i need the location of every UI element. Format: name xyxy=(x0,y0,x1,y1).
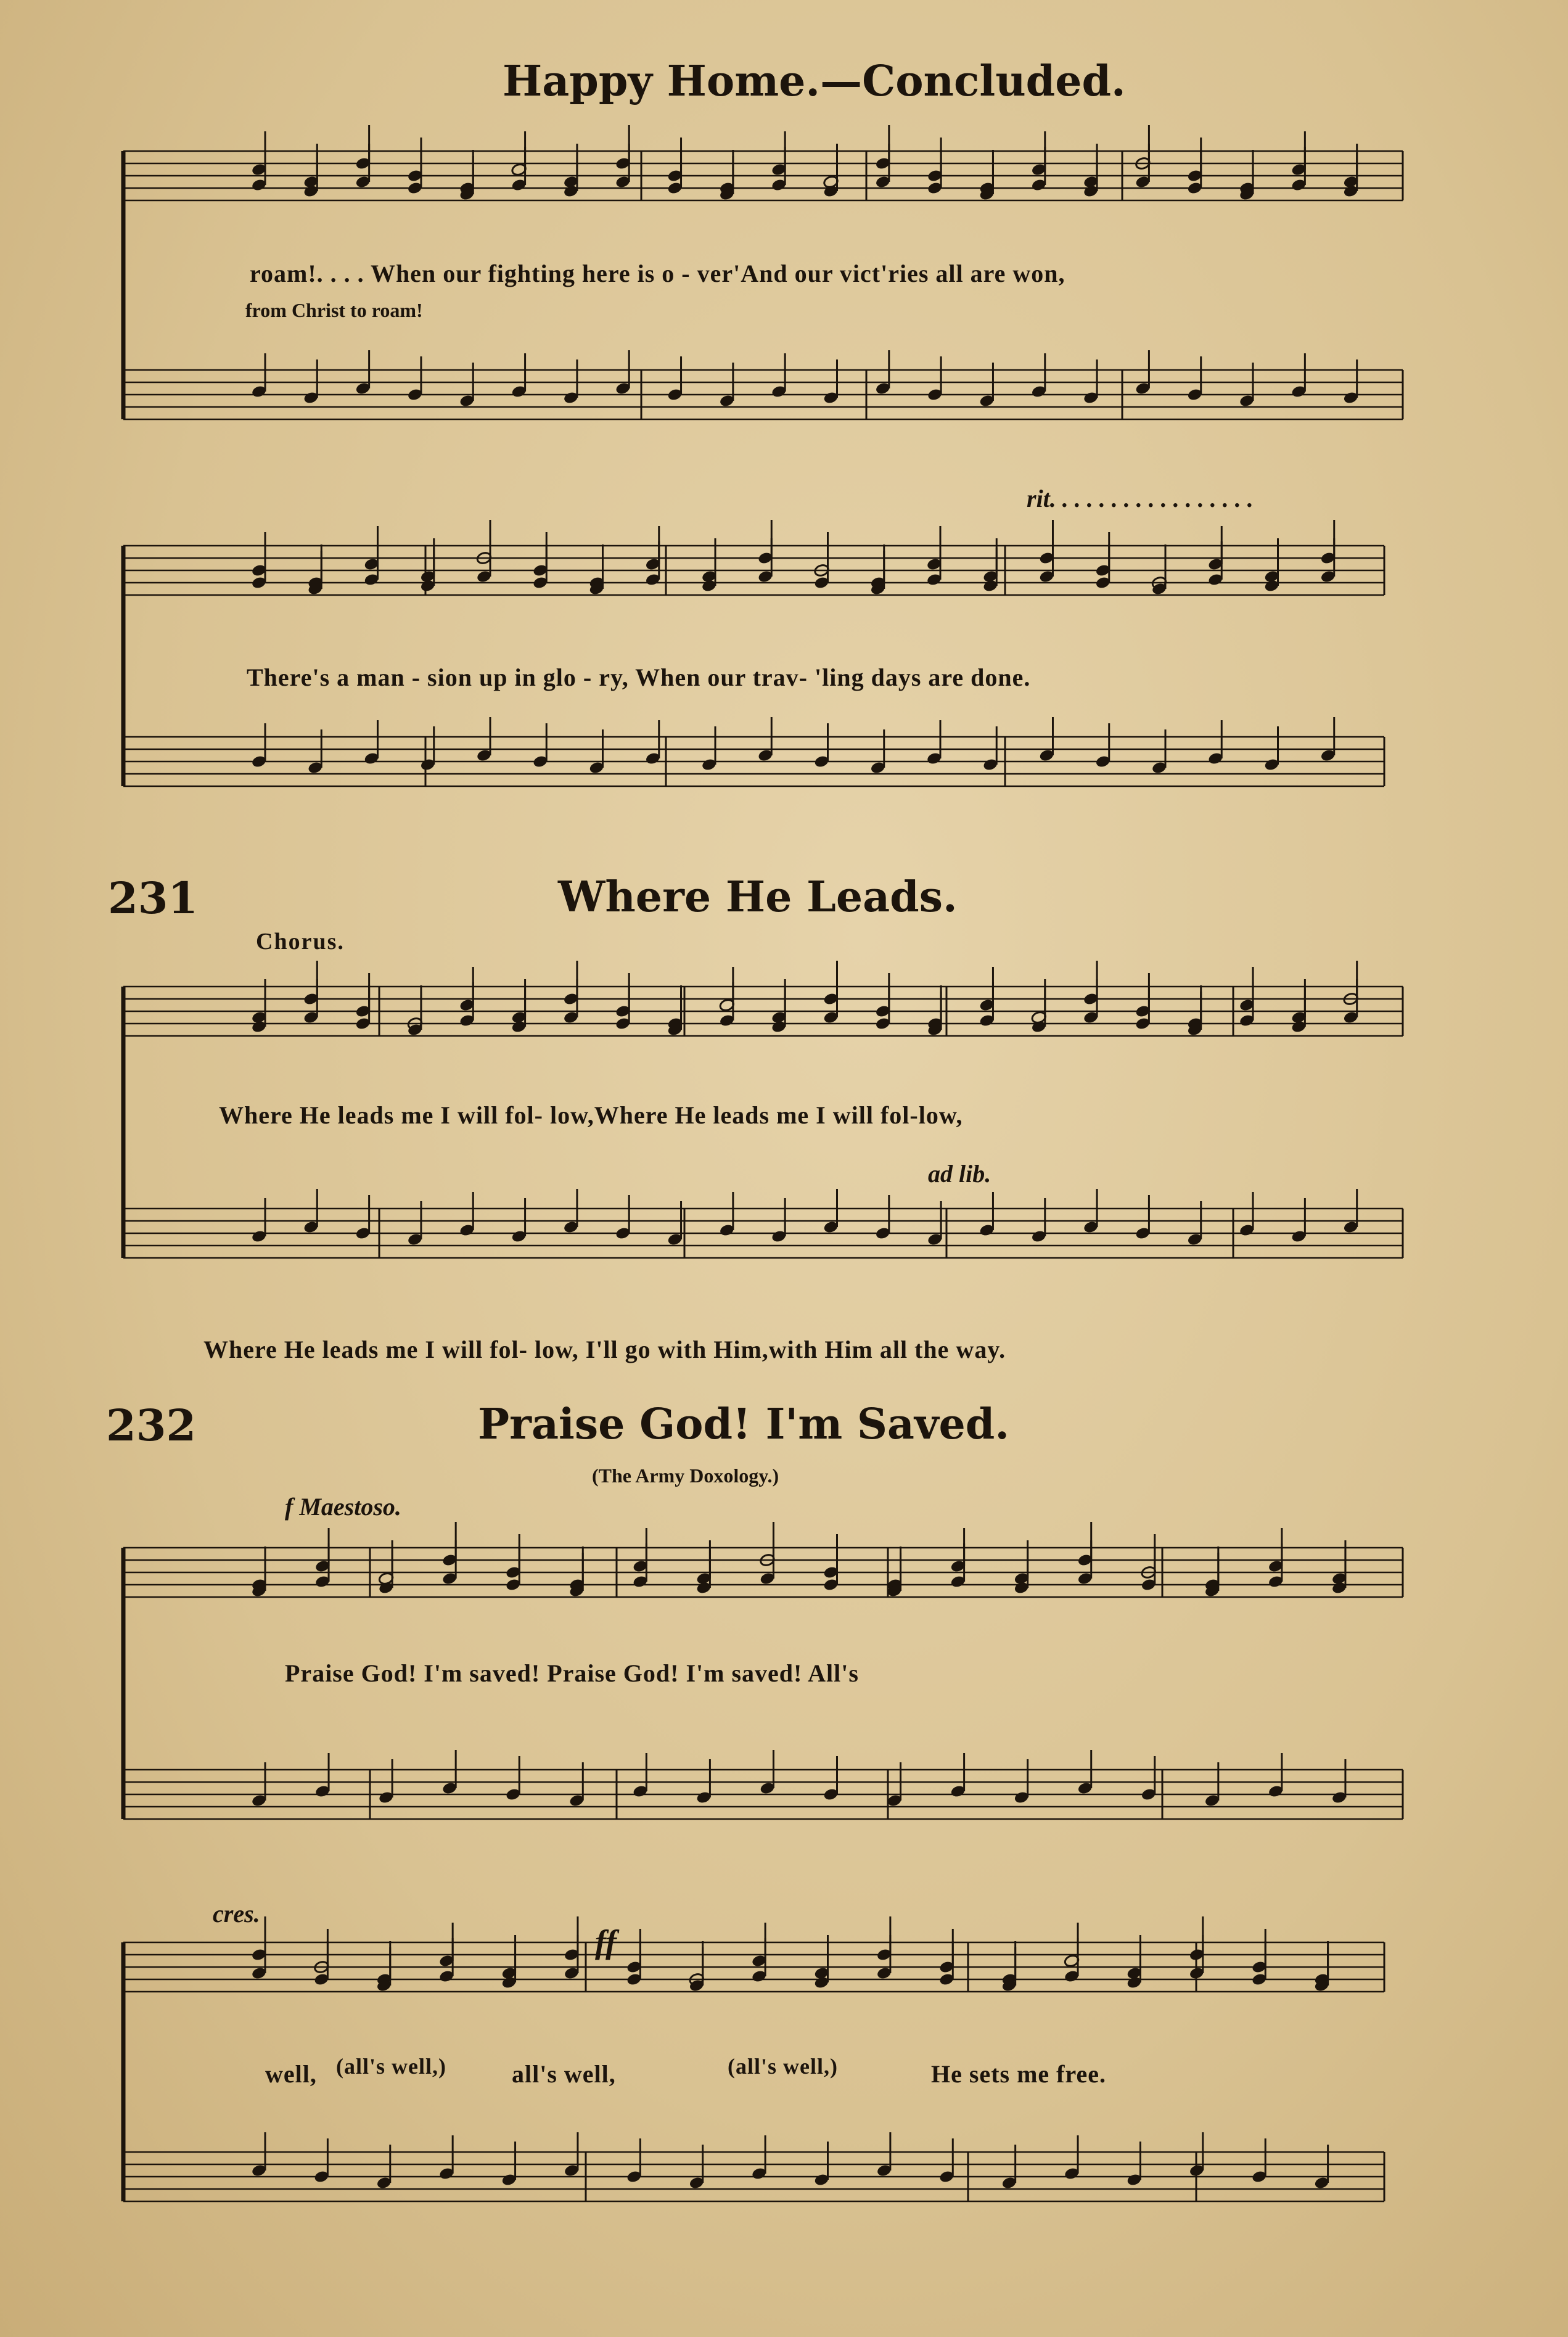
chorus-label: Chorus. xyxy=(256,929,345,955)
hymn-subtitle-232: (The Army Doxology.) xyxy=(592,1464,779,1487)
lyrics-232-well: well, xyxy=(265,2060,317,2088)
lyrics-231-line1: Where He leads me I will fol- low,Where He leads me I will fol-low, xyxy=(219,1101,963,1129)
lyrics-top-line1: roam!. . . . When our fighting here is o - ver'And our vict'ries all are won, xyxy=(250,260,1065,287)
fortissimo-mark: ff xyxy=(595,1923,617,1960)
crescendo-mark: cres. xyxy=(213,1900,260,1928)
lyrics-232-alls-well-2: all's well, xyxy=(512,2060,616,2088)
maestoso-mark: f Maestoso. xyxy=(285,1493,401,1521)
lyrics-232-sets-free: He sets me free. xyxy=(931,2060,1107,2088)
hymn-number-231: 231 xyxy=(108,873,199,924)
lyrics-232-alls-well-1: (all's well,) xyxy=(336,2054,446,2079)
hymn-title-232: Praise God! I'm Saved. xyxy=(478,1400,1009,1449)
hymn-number-232: 232 xyxy=(106,1400,197,1451)
hymn-title-231: Where He Leads. xyxy=(558,873,958,922)
lyrics-top-line2: There's a man - sion up in glo - ry, When our trav- 'ling days are done. xyxy=(247,663,1031,691)
lyrics-232-line1: Praise God! I'm saved! Praise God! I'm saved! All's xyxy=(285,1659,859,1687)
lyrics-top-line1-alt: from Christ to roam! xyxy=(245,299,423,321)
ad-lib-mark: ad lib. xyxy=(928,1160,991,1188)
ritardando-mark: rit. . . . . . . . . . . . . . . . . xyxy=(1027,485,1254,512)
page-title: Happy Home.—Concluded. xyxy=(503,57,1126,106)
lyrics-231-line2: Where He leads me I will fol- low, I'll go with Him,with Him all the way. xyxy=(203,1336,1006,1363)
lyrics-232-alls-well-3: (all's well,) xyxy=(728,2054,838,2079)
